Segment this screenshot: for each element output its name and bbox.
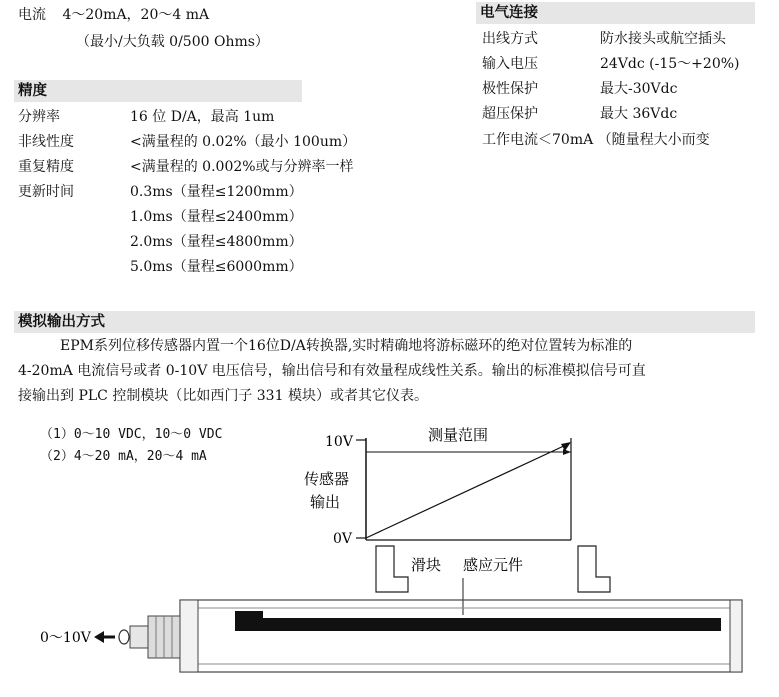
connector-tip [119, 630, 129, 644]
sensor-tube [180, 600, 742, 672]
current-load: （最小/大负载 0/500 Ohms） [76, 34, 269, 50]
connector-plug [130, 626, 148, 648]
precision-value-1: <满量程的 0.02%（最小 100um） [130, 134, 357, 150]
precision-value-2: <满量程的 0.002%或与分辨率一样 [130, 159, 354, 175]
analog-para-3: 接输出到 PLC 控制模块（比如西门子 331 模块）或者其它仪表。 [18, 388, 428, 404]
working-current: 工作电流＜70mA （随量程大小而变 [482, 132, 710, 148]
update-time-2: 2.0ms（量程≤4800mm） [130, 234, 303, 250]
slider-bracket-right [578, 546, 610, 592]
slider-bracket-left [376, 546, 408, 592]
electrical-label-3: 超压保护 [482, 106, 538, 122]
y-top-label: 10V [325, 434, 353, 450]
current-label: 电流 [18, 7, 46, 23]
precision-label-0: 分辨率 [18, 109, 60, 125]
sensor-output-label-2: 输出 [310, 493, 341, 511]
sensing-rod [235, 618, 721, 631]
electrical-heading: 电气连接 [476, 2, 755, 24]
precision-label-1: 非线性度 [18, 134, 74, 150]
precision-label-2: 重复精度 [18, 159, 74, 175]
output-label: 0～10V [40, 630, 91, 646]
electrical-value-2: 最大-30Vdc [600, 81, 678, 97]
sensing-element-label: 感应元件 [463, 556, 524, 574]
output-ramp [366, 444, 568, 538]
electrical-label-1: 输入电压 [482, 56, 538, 72]
precision-value-0: 16 位 D/A，最高 1um [130, 109, 275, 125]
analog-heading: 模拟输出方式 [14, 311, 755, 333]
precision-label-3: 更新时间 [18, 184, 74, 200]
option-1: （1）0～10 VDC，10～0 VDC [40, 427, 223, 442]
update-time-1: 1.0ms（量程≤2400mm） [130, 209, 303, 225]
output-arrow-head [94, 631, 104, 643]
precision-value-3: 0.3ms（量程≤1200mm） [130, 184, 303, 200]
electrical-label-0: 出线方式 [482, 31, 538, 47]
analog-para-2: 4-20mA 电流信号或者 0-10V 电压信号，输出信号和有效量程成线性关系。输出的标准模拟信号可直 [18, 363, 646, 379]
current-value: 4～20mA，20～4 mA [62, 7, 210, 23]
y-bottom-label: 0V [333, 531, 353, 547]
electrical-value-3: 最大 36Vdc [600, 106, 678, 122]
slider-label: 滑块 [411, 556, 442, 574]
range-label: 测量范围 [428, 426, 489, 444]
range-arrow-head [563, 449, 571, 455]
sensor-output-label-1: 传感器 [304, 470, 350, 488]
analog-para-1: EPM系列位移传感器内置一个16位D/A转换器,实时精确地将游标磁环的绝对位置转为标准的 [60, 338, 633, 354]
option-2: （2）4～20 mA，20～4 mA [40, 449, 207, 464]
ramp-arrowhead [561, 442, 571, 451]
electrical-value-1: 24Vdc (-15～+20%) [600, 56, 740, 72]
end-cap-left [180, 600, 198, 672]
electrical-value-0: 防水接头或航空插头 [600, 31, 726, 47]
electrical-label-2: 极性保护 [482, 81, 538, 97]
update-time-3: 5.0ms（量程≤6000mm） [130, 259, 303, 275]
precision-heading: 精度 [14, 80, 302, 102]
end-cap-right [730, 600, 742, 672]
